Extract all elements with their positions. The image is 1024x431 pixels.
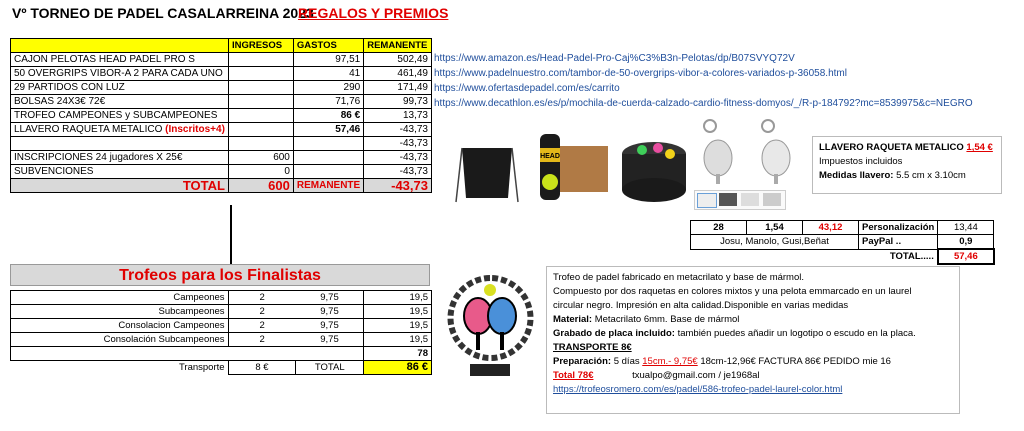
trophy-desc-line: circular negro. Impresión en alta calidad.Disponible en varias medidas [553,300,849,311]
row-concept: 50 OVERGRIPS VIBOR-A 2 PARA CADA UNO [11,67,229,81]
row-gastos [293,151,363,165]
material-line [553,313,953,327]
head-balls-box-image [530,128,610,208]
header-gastos: GASTOS [293,39,363,53]
trophy-total: 19,5 [364,333,432,347]
trophy-name: Campeones [11,291,229,305]
total-ingresos: 600 [228,179,293,193]
table-row [11,95,432,109]
paypal-label: PayPal .. [859,235,938,250]
prep-days: 5 días [613,356,640,367]
calc-total-label: TOTAL..... [859,249,938,264]
material-label: Material: [553,314,593,325]
transport-label: Transporte [178,362,225,374]
thumbnail[interactable] [719,193,737,206]
overgrips-drum-image [618,136,690,206]
grabado-label: Grabado de placa incluido: [553,328,675,339]
keychain-price: 1,54 € [966,142,993,153]
link-amazon[interactable]: https://www.amazon.es/Head-Padel-Pro-Caj%C3%B3n-Pelotas/dp/B07SVYQ72V [434,53,795,64]
calc-empty [691,249,859,264]
table-row [11,137,432,151]
trophy-desc-line: Compuesto por dos raquetas en colores mixtos y una pelota emmarcado en un laurel [553,286,912,297]
table-row [11,291,432,305]
row-remanente: 13,73 [364,109,432,123]
budget-table [10,38,432,193]
trophy-desc-line: Trofeo de padel fabricado en metacrilato y base de mármol. [553,272,805,283]
row-concept-text: LLAVERO RAQUETA METALICO [14,124,163,135]
svg-text:HEAD: HEAD [540,153,560,160]
row-gastos: 97,51 [293,53,363,67]
keychain-image [690,116,800,188]
calc-total-value: 57,46 [938,249,994,264]
sum-row [11,347,432,361]
trophies-table [10,290,432,375]
prep-label: Preparación: [553,356,612,367]
table-row [11,319,432,333]
row-gastos: 86 € [293,109,363,123]
row-gastos [293,165,363,179]
trophy-info-box [546,266,960,414]
row-remanente: 461,49 [364,67,432,81]
total-remanente: -43,73 [364,179,432,193]
keychain-thumbnails [694,190,786,210]
total-label: Total 78€ [553,370,594,381]
row-remanente: -43,73 [364,123,432,137]
row-ingresos [228,81,293,95]
trophy-total: 19,5 [364,305,432,319]
row-gastos: 57,46 [293,123,363,137]
header-concept [11,39,229,53]
link-padelnuestro[interactable]: https://www.padelnuestro.com/tambor-de-50-overgrips-vibor-a-colores-variados-p-36058.html [434,68,847,79]
trophy-total-value: 86 € [364,361,432,375]
row-ingresos [228,123,293,137]
row-concept: TROFEO CAMPEONES y SUBCAMPEONES [11,109,229,123]
row-remanente: -43,73 [364,151,432,165]
table-row [11,305,432,319]
table-row [11,53,432,67]
calc-qty: 28 [691,221,747,235]
personalizacion-value: 13,44 [938,221,994,235]
transport-row [11,361,432,375]
trophy-name: Consolacion Campeones [11,319,229,333]
row-concept: SUBVENCIONES [11,165,229,179]
total-line [553,369,953,383]
measures-label: Medidas llavero: [819,170,894,181]
paypal-value: 0,9 [938,235,994,250]
trophy-name: Subcampeones [11,305,229,319]
keychain-taxes: Impuestos incluidos [819,156,903,167]
trophy-total-label: TOTAL [296,361,364,375]
header-ingresos: INGRESOS [228,39,293,53]
table-row [11,165,432,179]
measures-value: 5.5 cm x 3.10cm [896,170,966,181]
link-decathlon[interactable]: https://www.decathlon.es/es/p/mochila-de-cuerda-calzado-cardio-fitness-domyos/_/R-p-184792?mc=8539975&c=NEGRO [434,98,973,109]
thumbnail[interactable] [763,193,781,206]
remanente-label: REMANENTE [293,179,363,193]
trophies-title: Trofeos para los Finalistas [10,264,430,286]
row-ingresos: 0 [228,165,293,179]
transport-value: 8 € [228,361,296,375]
prep-line [553,355,953,369]
keychain-info-box [812,136,1002,194]
calc-names: Josu, Manolo, Gusi,Beñat [691,235,859,250]
transporte-line: TRANSPORTE 8€ [553,342,632,353]
row-concept: 29 PARTIDOS CON LUZ [11,81,229,95]
row-ingresos [228,95,293,109]
trophy-link[interactable]: https://trofeosromero.com/es/padel/586-trofeo-padel-laurel-color.html [553,384,843,395]
prep-price: 15cm.- 9,75€ [642,356,698,367]
sum-empty [11,347,229,361]
row-ingresos [228,67,293,81]
row-remanente: -43,73 [364,137,432,151]
table-row [11,67,432,81]
row-concept: CAJON PELOTAS HEAD PADEL PRO S [11,53,229,67]
divider-line [230,205,232,265]
trophy-qty: 2 [228,319,296,333]
table-row [11,109,432,123]
trophy-unit: 9,75 [296,305,364,319]
table-row [11,123,432,137]
personalizacion-label: Personalización [859,221,938,235]
keychain-title-line [819,141,995,155]
row-ingresos: 600 [228,151,293,165]
total-label: TOTAL [11,179,229,193]
row-ingresos [228,137,293,151]
row-ingresos [228,109,293,123]
row-concept-extra: (Inscritos+4) [165,124,225,135]
grabado-value: también puedes añadir un logotipo o escudo en la placa. [677,328,916,339]
sum-empty [228,347,296,361]
sum-empty [296,347,364,361]
trophy-unit: 9,75 [296,291,364,305]
trophy-qty: 2 [228,305,296,319]
row-ingresos [228,53,293,67]
calc-subtotal: 43,12 [803,221,859,235]
budget-header-row [11,39,432,53]
total-row [11,179,432,193]
row-remanente: 99,73 [364,95,432,109]
trophy-total: 19,5 [364,319,432,333]
keychain-title: LLAVERO RAQUETA METALICO [819,142,964,153]
row-gastos: 290 [293,81,363,95]
row-concept [11,123,229,137]
keychain-measures [819,169,995,183]
drawstring-bag-image [452,140,522,206]
header-remanente: REMANENTE [364,39,432,53]
table-row [11,151,432,165]
keychain-calc-table [690,220,995,265]
trophy-qty: 2 [228,291,296,305]
trophy-sum: 78 [364,347,432,361]
link-ofertasdepadel[interactable]: https://www.ofertasdepadel.com/es/carrito [434,83,620,94]
row-concept [11,137,229,151]
trophy-total: 19,5 [364,291,432,305]
trophy-unit: 9,75 [296,319,364,333]
trophy-unit: 9,75 [296,333,364,347]
email: txualpo@gmail.com / je1968al [632,370,760,381]
trophy-name: Consolación Subcampeones [11,333,229,347]
trophy-image [440,268,540,386]
row-gastos [293,137,363,151]
table-row [11,81,432,95]
thumbnail[interactable] [741,193,759,206]
prep-details: 18cm-12,96€ FACTURA 86€ PEDIDO mie 16 [700,356,891,367]
row-remanente: 502,49 [364,53,432,67]
page-title: Vº TORNEO DE PADEL CASALARREINA 2023 [12,5,314,21]
row-concept: INSCRIPCIONES 24 jugadores X 25€ [11,151,229,165]
row-remanente: 171,49 [364,81,432,95]
table-row [11,333,432,347]
row-gastos: 71,76 [293,95,363,109]
row-concept: BOLSAS 24X3€ 72€ [11,95,229,109]
row-remanente: -43,73 [364,165,432,179]
calc-unit: 1,54 [747,221,803,235]
grabado-line [553,327,953,341]
regalos-heading: REGALOS Y PREMIOS [298,5,449,21]
trophy-qty: 2 [228,333,296,347]
row-gastos: 41 [293,67,363,81]
material-value: Metacrilato 6mm. Base de mármol [594,314,740,325]
thumbnail[interactable] [697,193,717,208]
